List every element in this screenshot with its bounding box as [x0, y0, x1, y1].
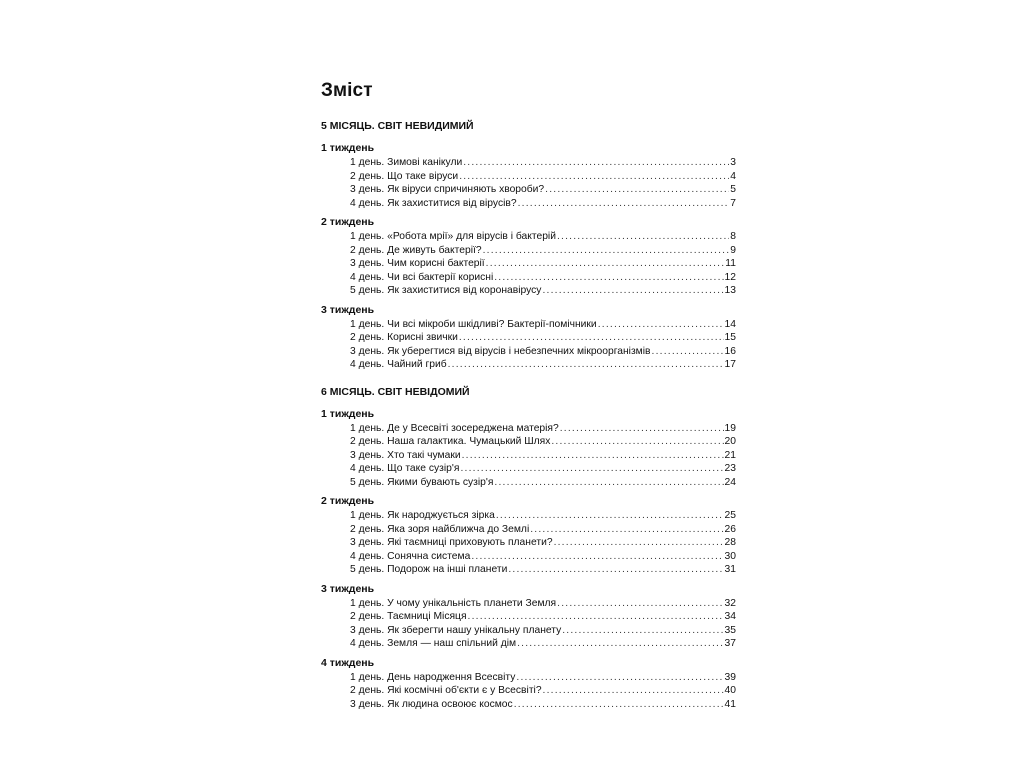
- entry-label: 3 день. Як віруси спричиняють хвороби?: [350, 184, 545, 195]
- toc-entry: [350, 509, 736, 523]
- entry-label: 2 день. Які космічні об'єкти є у Всесвіті?: [350, 685, 542, 696]
- dot-leader: [468, 610, 724, 624]
- entry-page-number: 35: [724, 624, 736, 636]
- entry-label: 1 день. Чи всі мікроби шкідливі? Бактерії-помічники: [350, 318, 597, 330]
- entry-label: 2 день. Таємниці Місяця: [350, 611, 467, 622]
- entry-label: 2 день. Наша галактика. Чумацький Шлях: [350, 436, 551, 447]
- month-heading: 5 МІСЯЦЬ. СВІТ НЕВИДИМИЙ: [321, 120, 474, 132]
- toc-entry: [350, 284, 736, 298]
- week-heading: 3 тиждень: [321, 582, 375, 595]
- table-of-contents: [321, 80, 736, 711]
- dot-leader: [459, 331, 724, 345]
- entry-page-number: 20: [724, 436, 736, 447]
- dot-leader: [545, 183, 729, 197]
- toc-entry: [350, 523, 736, 537]
- week-section: [321, 142, 736, 210]
- dot-leader: [496, 509, 724, 523]
- toc-entry: [350, 610, 736, 624]
- dot-leader: [471, 550, 723, 564]
- toc-entry: [350, 170, 736, 184]
- entry-list: [350, 422, 736, 490]
- toc-entry: [350, 462, 736, 476]
- dot-leader: [494, 271, 723, 285]
- toc-entry: [350, 183, 736, 197]
- dot-leader: [494, 476, 723, 490]
- entry-page-number: 24: [724, 476, 736, 488]
- dot-leader: [462, 449, 724, 463]
- toc-entry: [350, 698, 736, 712]
- entry-label: 5 день. Якими бувають сузір'я: [350, 476, 494, 488]
- entry-page-number: 39: [724, 671, 736, 683]
- entry-label: 1 день. У чому унікальність планети Земля: [350, 597, 557, 609]
- toc-entry: [350, 435, 736, 449]
- entry-page-number: 4: [730, 170, 736, 182]
- page-title: Зміст: [321, 80, 373, 101]
- entry-page-number: 21: [724, 449, 736, 461]
- toc-entry: [350, 257, 736, 271]
- week-heading: 2 тиждень: [321, 216, 375, 228]
- dot-leader: [517, 637, 723, 651]
- toc-entry: [350, 271, 736, 285]
- entry-page-number: 26: [724, 523, 736, 535]
- week-section: [321, 583, 736, 651]
- entry-page-number: 16: [724, 345, 736, 357]
- week-section: [321, 408, 736, 490]
- week-section: [321, 495, 736, 577]
- toc-entry: [350, 331, 736, 345]
- toc-entry: [350, 197, 736, 211]
- toc-entry: [350, 671, 736, 685]
- entry-page-number: 9: [730, 244, 736, 256]
- entry-list: [350, 597, 736, 651]
- entry-page-number: 34: [724, 611, 736, 622]
- month-spacer: [321, 372, 736, 386]
- entry-page-number: 23: [724, 463, 736, 474]
- dot-leader: [557, 230, 729, 244]
- entry-page-number: 15: [724, 332, 736, 343]
- entry-label: 3 день. Як зберегти нашу унікальну планету: [350, 624, 562, 636]
- toc-entry: [350, 536, 736, 550]
- entry-page-number: 14: [724, 318, 736, 330]
- toc-entry: [350, 449, 736, 463]
- toc-entry: [350, 230, 736, 244]
- entry-page-number: 31: [724, 564, 736, 575]
- toc-entry: [350, 244, 736, 258]
- week-heading: 2 тиждень: [321, 495, 375, 507]
- dot-leader: [448, 358, 724, 372]
- dot-leader: [483, 244, 730, 258]
- toc-entry: [350, 624, 736, 638]
- dot-leader: [554, 536, 724, 550]
- entry-label: 1 день. Зимові канікули: [350, 157, 463, 168]
- week-section: [321, 657, 736, 712]
- entry-list: [350, 318, 736, 372]
- entry-page-number: 25: [724, 510, 736, 521]
- dot-leader: [459, 170, 729, 184]
- entry-label: 1 день. Де у Всесвіті зосереджена матерія?: [350, 422, 559, 434]
- week-heading: 3 тиждень: [321, 303, 375, 316]
- entry-label: 4 день. Сонячна система: [350, 550, 471, 562]
- toc-entry: [350, 156, 736, 170]
- entry-label: 4 день. Чи всі бактерії корисні: [350, 271, 494, 283]
- week-heading: 4 тиждень: [321, 656, 375, 669]
- toc-entry: [350, 422, 736, 436]
- entry-label: 1 день. Як народжується зірка: [350, 510, 495, 521]
- entry-label: 3 день. Хто такі чумаки: [350, 449, 461, 461]
- entry-page-number: 8: [730, 231, 736, 242]
- dot-leader: [543, 684, 724, 698]
- toc-entry: [350, 358, 736, 372]
- week-heading: 1 тиждень: [321, 407, 375, 420]
- dot-leader: [551, 435, 723, 449]
- dot-leader: [562, 624, 723, 638]
- entry-label: 2 день. Яка зоря найближча до Землі: [350, 523, 530, 535]
- entry-label: 4 день. Як захиститися від вірусів?: [350, 197, 517, 209]
- dot-leader: [542, 284, 723, 298]
- entry-page-number: 3: [730, 157, 736, 168]
- entry-page-number: 28: [724, 537, 736, 548]
- toc-entry: [350, 476, 736, 490]
- dot-leader: [560, 422, 724, 436]
- entry-list: [350, 671, 736, 712]
- entry-label: 2 день. Корисні звички: [350, 332, 458, 343]
- entry-list: [350, 509, 736, 577]
- dot-leader: [652, 345, 724, 359]
- entry-label: 2 день. Що таке віруси: [350, 170, 459, 182]
- entry-label: 1 день. «Робота мрії» для вірусів і бактерій: [350, 231, 556, 242]
- entry-page-number: 13: [724, 285, 736, 296]
- toc-entry: [350, 637, 736, 651]
- entry-label: 4 день. Що таке сузір'я: [350, 463, 460, 474]
- toc-entry: [350, 684, 736, 698]
- dot-leader: [530, 523, 723, 537]
- entry-page-number: 12: [724, 271, 736, 283]
- dot-leader: [598, 318, 724, 332]
- dot-leader: [516, 671, 723, 685]
- entry-label: 5 день. Як захиститися від коронавірусу: [350, 285, 542, 296]
- dot-leader: [518, 197, 730, 211]
- dot-leader: [463, 156, 729, 170]
- entry-label: 3 день. Як уберегтися від вірусів і небезпечних мікроорганізмів: [350, 345, 651, 357]
- entry-label: 2 день. Де живуть бактерії?: [350, 244, 482, 256]
- entry-page-number: 5: [730, 184, 736, 195]
- entry-page-number: 17: [724, 359, 736, 370]
- dot-leader: [486, 257, 725, 271]
- entry-page-number: 37: [724, 638, 736, 649]
- entry-page-number: 7: [730, 197, 736, 209]
- entry-label: 1 день. День народження Всесвіту: [350, 671, 516, 683]
- dot-leader: [557, 597, 723, 611]
- entry-label: 3 день. Чим корисні бактерії: [350, 258, 485, 269]
- entry-label: 5 день. Подорож на інші планети: [350, 564, 508, 575]
- entry-page-number: 19: [724, 422, 736, 434]
- entry-page-number: 30: [724, 550, 736, 562]
- toc-entry: [350, 318, 736, 332]
- week-heading: 1 тиждень: [321, 142, 375, 154]
- entry-page-number: 11: [725, 258, 736, 269]
- entry-page-number: 41: [724, 698, 736, 710]
- dot-leader: [514, 698, 724, 712]
- month-heading: 6 МІСЯЦЬ. СВІТ НЕВІДОМИЙ: [321, 385, 470, 398]
- entry-page-number: 32: [724, 597, 736, 609]
- entry-label: 4 день. Чайний гриб: [350, 359, 447, 370]
- dot-leader: [460, 462, 723, 476]
- entry-label: 4 день. Земля — наш спільний дім: [350, 638, 517, 649]
- entry-page-number: 40: [724, 685, 736, 696]
- dot-leader: [508, 563, 723, 577]
- entry-list: [350, 156, 736, 210]
- toc-entry: [350, 563, 736, 577]
- toc-body: [321, 120, 736, 711]
- entry-label: 3 день. Які таємниці приховують планети?: [350, 537, 553, 548]
- week-section: [321, 216, 736, 298]
- toc-entry: [350, 550, 736, 564]
- entry-label: 3 день. Як людина освоює космос: [350, 698, 513, 710]
- toc-entry: [350, 345, 736, 359]
- toc-entry: [350, 597, 736, 611]
- entry-list: [350, 230, 736, 298]
- week-section: [321, 304, 736, 372]
